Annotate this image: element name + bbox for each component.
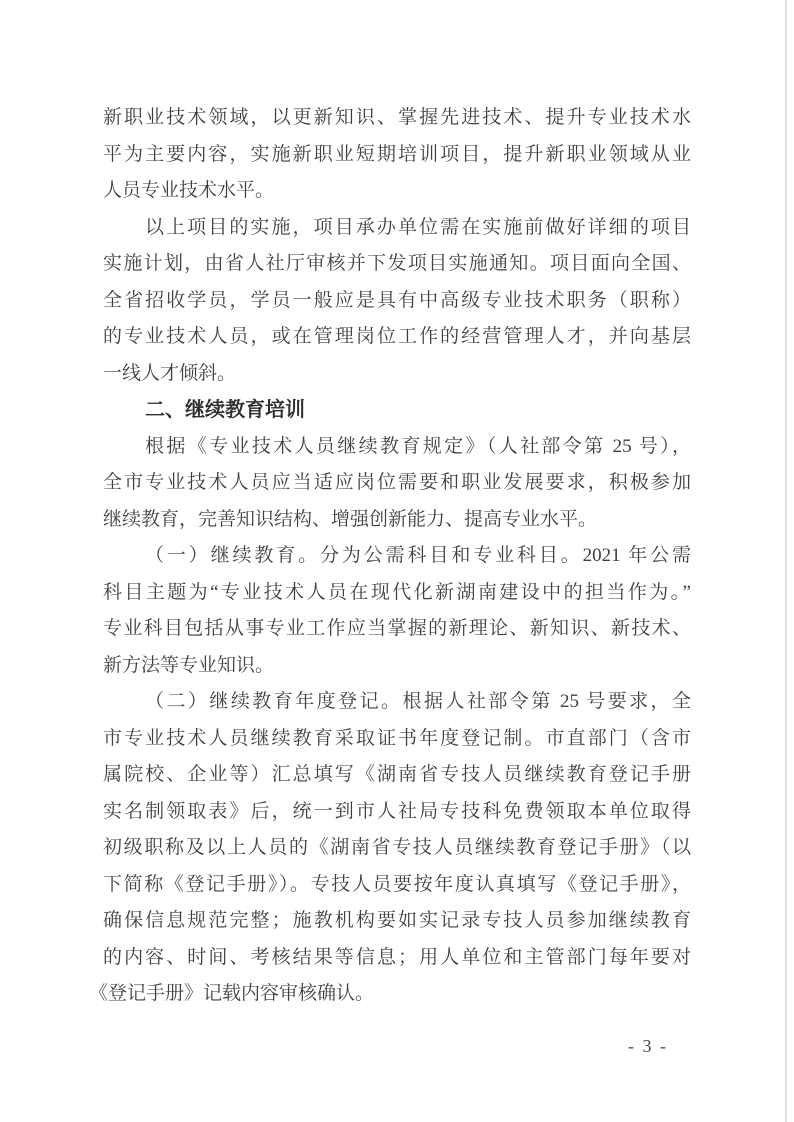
- text-line: 实名制领取表》后，统一到市人社局专技科免费领取本单位取得: [103, 800, 691, 822]
- text-line: 科目主题为“专业技术人员在现代化新湖南建设中的担当作为。”: [103, 581, 691, 603]
- text-line: 实施计划，由省人社厅审核并下发项目实施通知。项目面向全国、: [103, 253, 691, 274]
- text-line: 的专业技术人员，或在管理岗位工作的经营管理人才，并向基层: [103, 326, 691, 347]
- text-line: 一线人才倾斜。: [103, 362, 237, 384]
- page-number: - 3 -: [628, 1036, 668, 1056]
- scan-edge-artifact: [785, 0, 787, 1122]
- text-line: 继续教育，完善知识结构、增强创新能力、提高专业水平。: [103, 508, 598, 530]
- text-line: 市专业技术人员继续教育采取证书年度登记制。市直部门（含市: [103, 727, 691, 749]
- text-line: 根据《专业技术人员继续教育规定》（人社部令第 25 号），: [145, 435, 691, 457]
- text-line: 《登记手册》记载内容审核确认。: [89, 983, 375, 1004]
- text-line: 新职业技术领域，以更新知识、掌握先进技术、提升专业技术水: [103, 107, 691, 128]
- text-line: 下简称《登记手册》）。专技人员要按年度认真填写《登记手册》，: [103, 873, 691, 895]
- text-line: 人员专业技术水平。: [103, 180, 275, 201]
- text-line: 全省招收学员，学员一般应是具有中高级专业技术职务（职称）: [103, 289, 691, 311]
- text-line: 全市专业技术人员应当适应岗位需要和职业发展要求，积极参加: [103, 472, 691, 493]
- text-line: 确保信息规范完整；施教机构要如实记录专技人员参加继续教育: [103, 910, 691, 931]
- text-line: 初级职称及以上人员的《湖南省专技人员继续教育登记手册》（以: [103, 837, 691, 858]
- text-line: 的内容、时间、考核结果等信息；用人单位和主管部门每年要对: [103, 946, 691, 968]
- text-line: 新方法等专业知识。: [103, 654, 275, 676]
- document-text-block: [89, 100, 691, 1013]
- text-line: 平为主要内容，实施新职业短期培训项目，提升新职业领域从业: [103, 143, 691, 165]
- text-line: 专业科目包括从事专业工作应当掌握的新理论、新知识、新技术、: [103, 618, 691, 639]
- text-line: 以上项目的实施，项目承办单位需在实施前做好详细的项目: [145, 216, 691, 238]
- text-line: （二）继续教育年度登记。根据人社部令第 25 号要求，全: [145, 691, 691, 712]
- text-line: （一）继续教育。分为公需科目和专业科目。2021 年公需: [145, 545, 691, 566]
- text-line: 属院校、企业等）汇总填写《湖南省专技人员继续教育登记手册: [103, 764, 691, 785]
- section-heading: 二、继续教育培训: [145, 399, 305, 421]
